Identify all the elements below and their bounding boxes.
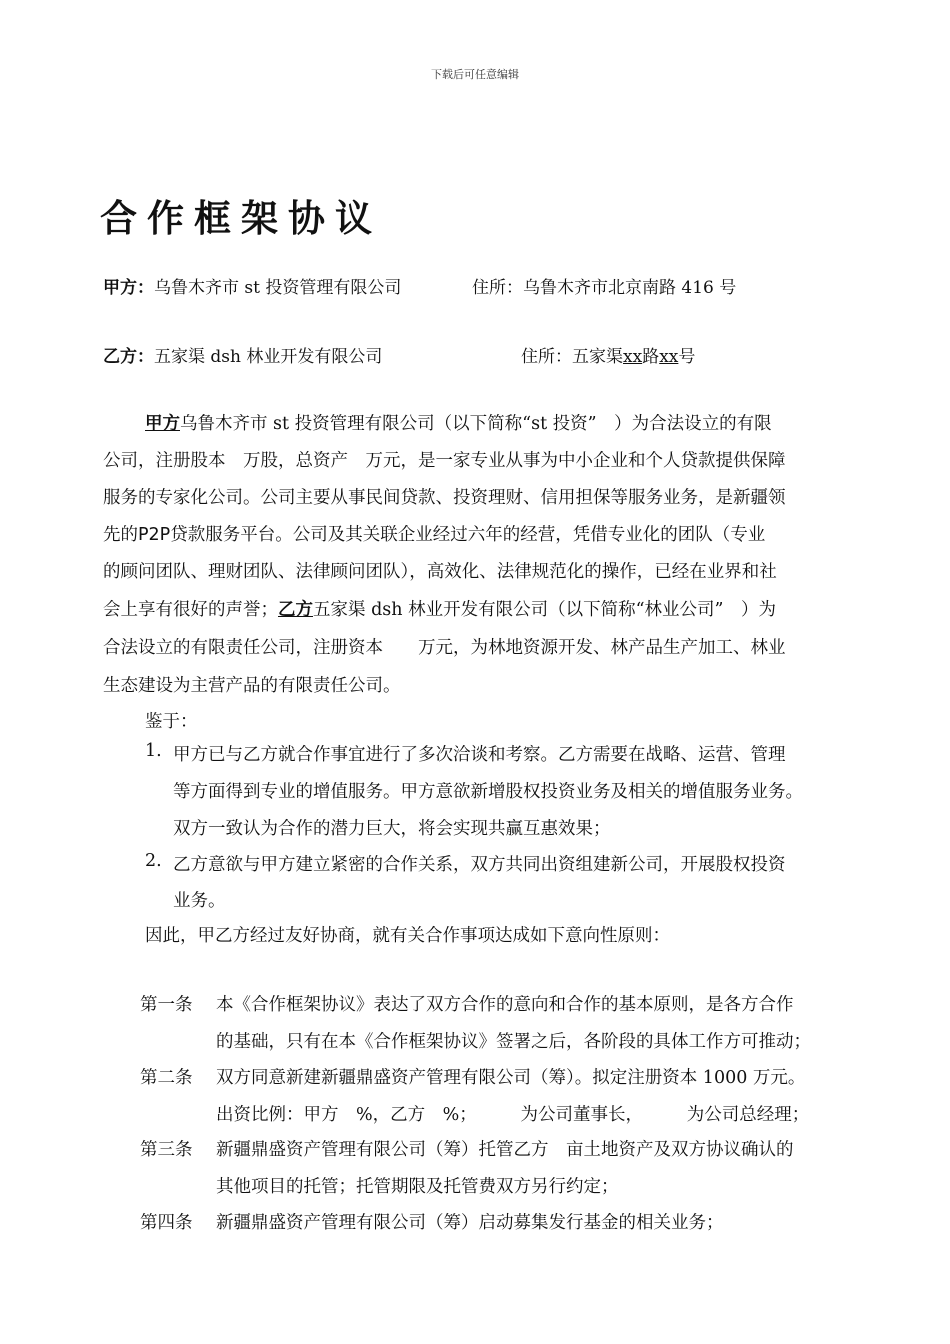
party-a-address-label: 住所：	[472, 278, 523, 298]
whereas-item-2-num: 2.	[145, 851, 162, 871]
intro-line-1-text: 乌鲁木齐市 st 投资管理有限公司（以下简称“st 投资” ）为合法设立的有限	[180, 414, 772, 434]
intro-line-2: 公司，注册股本 万股，总资产 万元，是一家专业从事为中小企业和个人贷款提供保障	[103, 451, 786, 471]
intro-line-7: 合法设立的有限责任公司，注册资本 万元，为林地资源开发、林产品生产加工、林业	[103, 638, 786, 658]
party-a-address-line	[472, 273, 736, 298]
party-b-label: 乙方：	[103, 347, 154, 367]
intro-line-8: 生态建设为主营产品的有限责任公司。	[103, 676, 401, 696]
whereas-item-1-line-1: 甲方已与乙方就合作事宜进行了多次洽谈和考察。乙方需要在战略、运营、管理	[173, 745, 786, 765]
party-b-address-line	[521, 342, 695, 367]
intro-line-3: 服务的专家化公司。公司主要从事民间贷款、投资理财、信用担保等服务业务，是新疆领	[103, 488, 786, 508]
article-1-num: 第一条	[140, 995, 193, 1015]
intro-party-b-lead: 乙方	[278, 600, 313, 620]
party-b-address-road-placeholder: xx	[623, 347, 643, 367]
intro-line-4-post: 贷款服务平台。公司及其关联企业经过六年的经营，凭借专业化的团队（专业	[170, 525, 766, 545]
whereas-label: 鉴于：	[145, 712, 198, 732]
party-a-address: 乌鲁木齐市北京南路 416 号	[523, 278, 737, 298]
intro-p2p: P2P	[138, 525, 171, 545]
party-b-line	[103, 342, 382, 367]
intro-line-6-post: 五家渠 dsh 林业开发有限公司（以下简称“林业公司” ）为	[313, 600, 776, 620]
party-a-name: 乌鲁木齐市 st 投资管理有限公司	[154, 278, 402, 298]
article-2-line-2: 出资比例：甲方 %，乙方 %； 为公司董事长， 为公司总经理；	[216, 1105, 810, 1125]
article-2-num: 第二条	[140, 1068, 193, 1088]
party-a-line	[103, 273, 401, 298]
intro-party-a-lead: 甲方	[145, 414, 180, 434]
header-note: 下载后可任意编辑	[431, 68, 519, 81]
article-1-line-1: 本《合作框架协议》表达了双方合作的意向和合作的基本原则，是各方合作	[216, 995, 794, 1015]
whereas-conclusion: 因此，甲乙方经过友好协商，就有关合作事项达成如下意向性原则：	[145, 926, 670, 946]
whereas-item-2-line-2: 业务。	[173, 891, 226, 911]
intro-line-4	[103, 521, 765, 546]
article-3-num: 第三条	[140, 1140, 193, 1160]
whereas-item-2-line-1: 乙方意欲与甲方建立紧密的合作关系，双方共同出资组建新公司，开展股权投资	[173, 855, 786, 875]
party-b-address-label: 住所：	[521, 347, 572, 367]
whereas-item-1-num: 1.	[145, 741, 162, 761]
document-title: 合作框架协议	[100, 197, 382, 240]
article-1-line-2: 的基础，只有在本《合作框架协议》签署之后，各阶段的具体工作方可推动；	[216, 1032, 811, 1052]
article-3-line-1: 新疆鼎盛资产管理有限公司（筹）托管乙方 亩土地资产及双方协议确认的	[216, 1140, 794, 1160]
article-2-line-1: 双方同意新建新疆鼎盛资产管理有限公司（筹）。拟定注册资本 1000 万元。	[216, 1068, 806, 1088]
article-3-line-2: 其他项目的托管；托管期限及托管费双方另行约定；	[216, 1177, 619, 1197]
intro-line-6	[103, 596, 776, 621]
party-b-address-pre: 五家渠	[572, 347, 623, 367]
party-b-address-number-placeholder: xx	[659, 347, 679, 367]
article-4-line-1: 新疆鼎盛资产管理有限公司（筹）启动募集发行基金的相关业务；	[216, 1213, 724, 1233]
article-4-num: 第四条	[140, 1213, 193, 1233]
intro-line-4-pre: 先的	[103, 525, 138, 545]
whereas-item-1-line-2: 等方面得到专业的增值服务。甲方意欲新增股权投资业务及相关的增值服务业务。	[173, 782, 803, 802]
party-b-name: 五家渠 dsh 林业开发有限公司	[154, 347, 383, 367]
party-b-address-post: 号	[678, 347, 696, 367]
party-b-address-mid: 路	[642, 347, 660, 367]
party-a-label: 甲方：	[103, 278, 154, 298]
intro-line-1	[145, 410, 772, 435]
whereas-item-1-line-3: 双方一致认为合作的潜力巨大，将会实现共赢互惠效果；	[173, 819, 611, 839]
intro-line-6-pre: 会上享有很好的声誉；	[103, 600, 278, 620]
intro-line-5: 的顾问团队、理财团队、法律顾问团队），高效化、法律规范化的操作，已经在业界和社	[103, 562, 777, 582]
